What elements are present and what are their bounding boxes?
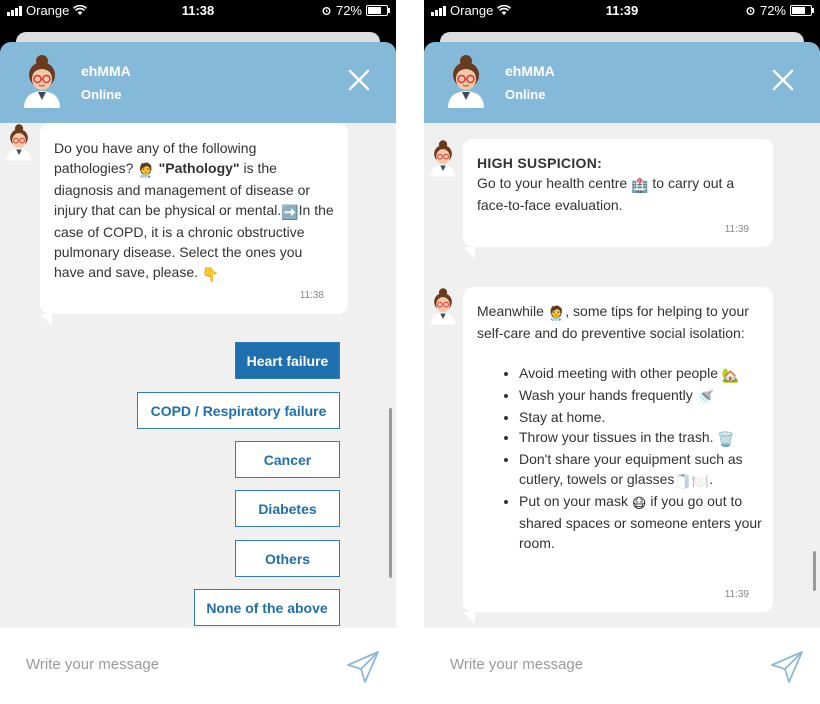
online-status: Online xyxy=(505,87,546,102)
shower-emoji-icon: 🚿 xyxy=(696,389,715,405)
trash-emoji-icon: 🗑️ xyxy=(717,431,735,447)
status-bar xyxy=(0,0,396,22)
message-input[interactable]: Write your message xyxy=(450,656,584,673)
chat-header xyxy=(424,42,820,123)
phone-screen-left xyxy=(0,0,396,704)
bot-message-bubble xyxy=(463,287,773,612)
message-time: 11:38 xyxy=(299,290,324,301)
close-icon[interactable] xyxy=(770,67,796,93)
option-none-button[interactable]: None of the above xyxy=(194,589,340,626)
phone-screen-right xyxy=(424,0,820,704)
battery-icon xyxy=(366,5,388,16)
carrier-label: Orange xyxy=(450,3,494,18)
scrollbar[interactable] xyxy=(813,551,816,591)
chat-area xyxy=(0,123,396,628)
message-text: Do you have any of the following pathologies? 🧑‍⚕️ "Pathology" is the diagnosis and management of disease or injury that can be physical or mental.➡️In the case of COPD, it is a chronic obstructive pulmonary disease. Select the ones you have and save, please. 👇 xyxy=(54,140,334,282)
doctor-avatar-icon xyxy=(4,123,34,161)
send-icon[interactable] xyxy=(769,649,805,685)
bot-name: ehMMA xyxy=(81,63,131,79)
send-icon[interactable] xyxy=(345,649,381,685)
option-others-button[interactable]: Others xyxy=(235,540,340,577)
message-title: HIGH SUSPICION: xyxy=(477,155,603,171)
option-copd-button[interactable]: COPD / Respiratory failure xyxy=(137,392,340,429)
carrier-label: Orange xyxy=(26,3,70,18)
bot-name: ehMMA xyxy=(505,63,555,79)
house-emoji-icon: 🏡 xyxy=(721,367,740,383)
battery-icon xyxy=(790,5,812,16)
clock: 11:38 xyxy=(181,3,215,18)
message-input-bar xyxy=(424,628,820,704)
cutlery-emoji-icon: 🧻🍽️ xyxy=(674,473,710,489)
doctor-emoji-icon: 🧑‍⚕️ xyxy=(547,305,566,321)
chat-area xyxy=(424,123,820,628)
doctor-avatar-icon xyxy=(444,54,488,108)
pointing-down-emoji-icon: 👇 xyxy=(201,266,220,282)
message-time: 11:39 xyxy=(724,224,749,235)
bot-message-bubble xyxy=(463,139,773,247)
option-heart-failure-button[interactable]: Heart failure xyxy=(235,342,340,379)
option-diabetes-button[interactable]: Diabetes xyxy=(235,490,340,527)
message-time: 11:39 xyxy=(724,589,749,600)
message-text: HIGH SUSPICION: Go to your health centre 🏥 to carry out a face-to-face evaluation. xyxy=(477,155,735,213)
chat-header xyxy=(0,42,396,123)
message-input-bar xyxy=(0,628,396,704)
doctor-avatar-icon xyxy=(20,54,64,108)
list-item: • Avoid meeting with other people 🏡 xyxy=(519,363,763,385)
hospital-emoji-icon: 🏥 xyxy=(631,177,649,193)
alarm-icon xyxy=(745,5,756,16)
doctor-avatar-icon xyxy=(428,287,458,325)
doctor-avatar-icon xyxy=(428,139,458,177)
mask-emoji-icon: 😷 xyxy=(631,495,647,511)
online-status: Online xyxy=(81,87,122,102)
clock: 11:39 xyxy=(605,3,639,18)
battery-percent: 72% xyxy=(759,3,786,18)
close-icon[interactable] xyxy=(346,67,372,93)
list-item: • Throw your tissues in the trash. 🗑️ xyxy=(519,427,763,449)
list-item: • Wash your hands frequently 🚿 xyxy=(519,385,763,407)
doctor-emoji-icon: 🧑‍⚕️ xyxy=(137,162,155,178)
scrollbar[interactable] xyxy=(389,408,392,578)
list-item: • Stay at home. xyxy=(519,407,763,427)
option-cancer-button[interactable]: Cancer xyxy=(235,441,340,478)
message-text: Meanwhile 🧑‍⚕️, some tips for helping to your self-care and do preventive social isolation: • Avoid meeting with other people 🏡 • Wash your hands frequently 🚿 • Stay at home. • Throw your tissues in the trash. 🗑️ • Don't share your equipment such as cutlery, towels or glasses🧻🍽️. • Put on your mask 😷 if you go out to shared spaces or someone enters your room. xyxy=(477,301,763,553)
bot-message-bubble xyxy=(40,123,348,314)
battery-percent: 72% xyxy=(335,3,362,18)
list-item: • Don't share your equipment such as cutlery, towels or glasses🧻🍽️. xyxy=(519,449,763,491)
status-bar xyxy=(424,0,820,22)
tips-list xyxy=(477,363,763,553)
list-item: • Put on your mask 😷 if you go out to shared spaces or someone enters your room. xyxy=(519,491,763,553)
right-arrow-emoji-icon: ➡️ xyxy=(281,204,299,220)
alarm-icon xyxy=(321,5,332,16)
message-input[interactable]: Write your message xyxy=(26,656,160,673)
